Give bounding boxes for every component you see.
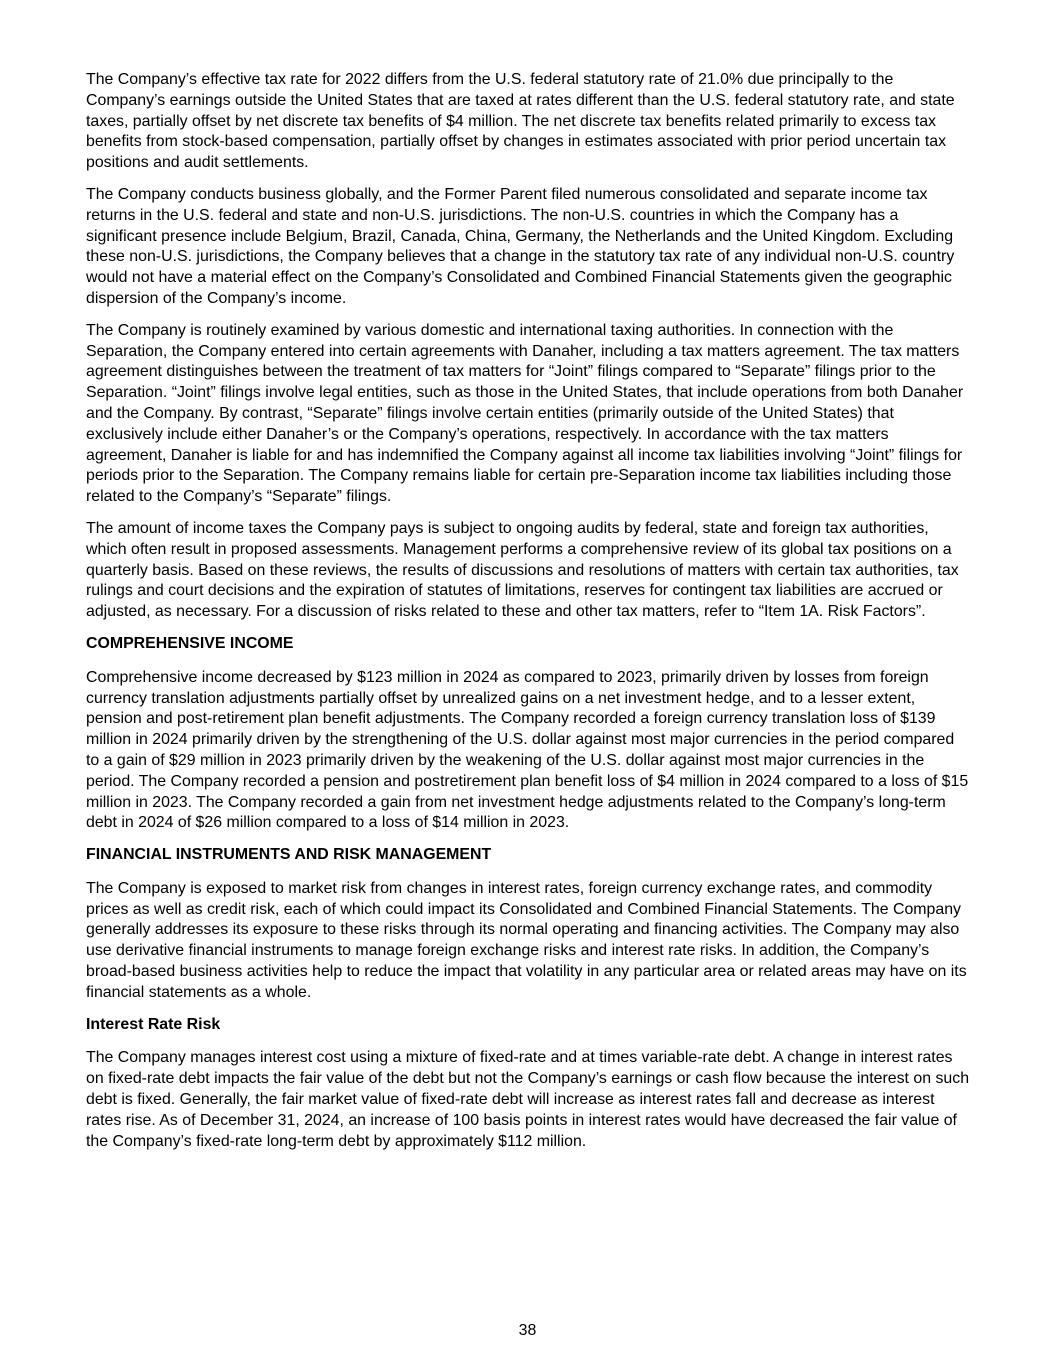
paragraph-effective-tax-rate: The Company’s effective tax rate for 2022 differs from the U.S. federal statutory rate of 21.0% due principally to the Company’s earnings outside the United States that are taxed at rates different than the U.S. federal statutory rate, and state taxes, partially offset by net discrete tax benefits of $4 million. The net discrete tax benefits related primarily to excess tax benefits from stock-based compensation, partially offset by changes in estimates associated with prior period uncertain tax positions and audit settlements. bbox=[86, 71, 955, 172]
paragraph-interest-rate-risk: The Company manages interest cost using a mixture of fixed-rate and at times variable-rate debt. A change in interest rates on fixed-rate debt impacts the fair value of the debt but not the Company’s earnings or cash flow because the interest on such debt is fixed. Generally, the fair market value of fixed-rate debt will increase as interest rates fall and decrease as interest rates rise. As of December 31, 2024, an increase of 100 basis points in interest rates would have decreased the fair value of the Company’s fixed-rate long-term debt by approximately $112 million. bbox=[86, 1049, 970, 1150]
heading-interest-rate-risk: Interest Rate Risk bbox=[86, 1015, 221, 1033]
paragraph-tax-audits: The amount of income taxes the Company pays is subject to ongoing audits by federal, state and foreign tax authorities, which often result in proposed assessments. Management performs a comprehensive review of its global tax positions on a quarterly basis. Based on these reviews, the results of discussions and resolutions of matters with certain tax authorities, tax rulings and court decisions and the expiration of statutes of limitations, reserves for contingent tax liabilities are accrued or adjusted, as necessary. For a discussion of risks related to these and other tax matters, refer to “Item 1A. Risk Factors”. bbox=[86, 519, 959, 621]
heading-financial-instruments: FINANCIAL INSTRUMENTS AND RISK MANAGEMENT bbox=[86, 846, 492, 864]
document-page bbox=[86, 70, 970, 1163]
paragraph-global-business: The Company conducts business globally, and the Former Parent filed numerous consolidated and separate income tax returns in the U.S. federal and state and non-U.S. jurisdictions. The non-U.S. countries in which the Company has a significant presence include Belgium, Brazil, Canada, China, Germany, the Netherlands and the United Kingdom. Excluding these non-U.S. jurisdictions, the Company believes that a change in the statutory tax rate of any individual non-U.S. country would not have a material effect on the Company’s Consolidated and Combined Financial Statements given the geographic dispersion of the Company’s income. bbox=[86, 185, 955, 307]
page-number: 38 bbox=[518, 1322, 537, 1339]
heading-comprehensive-income: COMPREHENSIVE INCOME bbox=[86, 634, 294, 652]
paragraph-comprehensive-income: Comprehensive income decreased by $123 million in 2024 as compared to 2023, primarily driven by losses from foreign currency translation adjustments partially offset by unrealized gains on a net investment hedge, and to a lesser extent, pension and post-retirement plan benefit adjustments. The Company recorded a foreign currency translation loss of $139 million in 2024 primarily driven by the strengthening of the U.S. dollar against most major currencies in the period compared to a gain of $29 million in 2023 primarily driven by the weakening of the U.S. dollar against most major currencies in the period. The Company recorded a pension and postretirement plan benefit loss of $4 million in 2024 compared to a loss of $15 million in 2023. The Company recorded a gain from net investment hedge adjustments related to the Company’s long-term debt in 2024 of $26 million compared to a loss of $14 million in 2023. bbox=[86, 668, 969, 832]
paragraph-financial-instruments: The Company is exposed to market risk from changes in interest rates, foreign currency exchange rates, and commodity prices as well as credit risk, each of which could impact its Consolidated and Combined Financial Statements. The Company generally addresses its exposure to these risks through its normal operating and financing activities. The Company may also use derivative financial instruments to manage foreign exchange risks and interest rate risks. In addition, the Company’s broad-based business activities help to reduce the impact that volatility in any particular area or related areas may have on its financial statements as a whole. bbox=[86, 879, 967, 1001]
paragraph-tax-examinations: The Company is routinely examined by various domestic and international taxing authorities. In connection with the Separation, the Company entered into certain agreements with Danaher, including a tax matters agreement. The tax matters agreement distinguishes between the treatment of tax matters for “Joint” filings compared to “Separate” filings prior to the Separation. “Joint” filings involve legal entities, such as those in the United States, that include operations from both Danaher and the Company. By contrast, “Separate” filings involve certain entities (primarily outside of the United States) that exclusively include either Danaher’s or the Company’s operations, respectively. In accordance with the tax matters agreement, Danaher is liable for and has indemnified the Company against all income tax liabilities involving “Joint” filings for periods prior to the Separation. The Company remains liable for certain pre-Separation income tax liabilities including those related to the Company’s “Separate” filings. bbox=[86, 321, 964, 506]
